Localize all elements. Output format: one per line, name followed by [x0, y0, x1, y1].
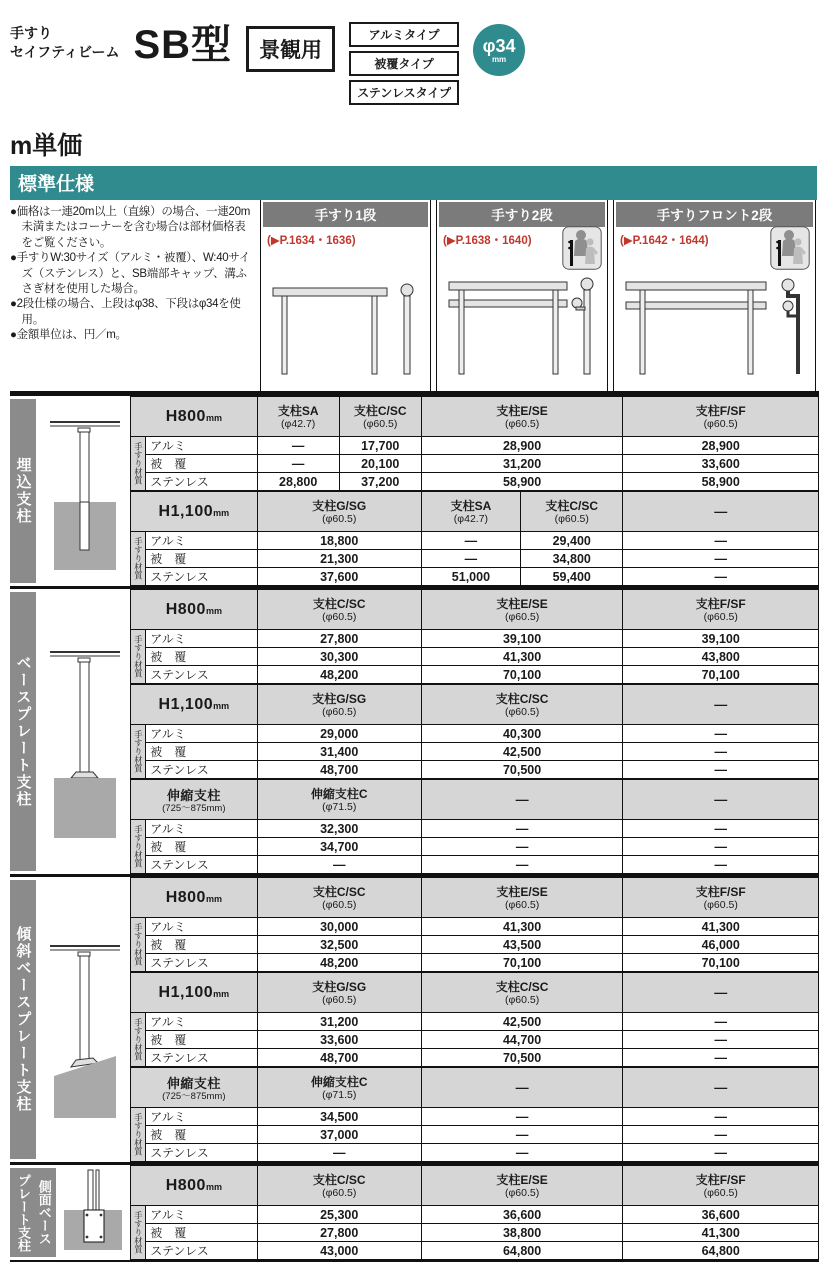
- base-plate-post-diagram-icon: [36, 589, 130, 874]
- price-heading: m単価: [10, 132, 83, 160]
- price-cell: 43,000: [257, 1242, 421, 1260]
- section-label: 埋込支柱: [10, 399, 36, 583]
- table-row: [131, 666, 819, 684]
- rail-diagram-front-2tier-icon: [614, 270, 815, 391]
- price-cell: 42,500: [421, 743, 623, 761]
- pictogram-parent-child-icon: [562, 226, 602, 275]
- size-header: H800mm: [131, 590, 258, 630]
- model-name: SB型: [133, 23, 233, 67]
- material-label: アルミ: [146, 820, 257, 838]
- price-cell: —: [623, 725, 819, 743]
- column-header: 支柱C/SC (φ60.5): [257, 590, 421, 630]
- category-line1: 手すり: [10, 25, 52, 41]
- product-header-row: [10, 200, 819, 396]
- material-label: アルミ: [146, 1108, 257, 1126]
- material-label: ステンレス: [146, 761, 257, 779]
- table-row: [131, 550, 819, 568]
- price-cell: 58,900: [421, 473, 623, 491]
- price-cell: 70,500: [421, 1049, 623, 1067]
- column-header: 支柱SA (φ42.7): [421, 492, 520, 532]
- table-row: [131, 743, 819, 761]
- column-header: 支柱C/SC (φ60.5): [339, 397, 421, 437]
- material-axis-label: 手すり材質: [131, 630, 146, 684]
- price-cell: 30,300: [257, 648, 421, 666]
- table-row: [131, 1031, 819, 1049]
- material-label: 被 覆: [146, 743, 257, 761]
- price-cell: —: [623, 1049, 819, 1067]
- column-header: 支柱C/SC (φ60.5): [257, 1166, 421, 1206]
- column-header: —: [421, 780, 623, 820]
- material-label: 被 覆: [146, 1224, 257, 1242]
- section-label: 傾斜ベースプレート支柱: [10, 880, 36, 1159]
- price-cell: 41,300: [623, 918, 819, 936]
- product-column-2tier: [436, 200, 608, 391]
- table-row: [131, 936, 819, 954]
- price-cell: 36,600: [421, 1206, 623, 1224]
- table-row: [131, 648, 819, 666]
- size-header: 伸縮支柱 (725～875mm): [131, 780, 258, 820]
- note-item: ●価格は一連20m以上（直線）の場合、一連20m未満またはコーナーを含む場合は部材価格表をご覧ください。: [10, 206, 250, 249]
- section-tables: [130, 589, 819, 874]
- price-cell: 17,700: [339, 437, 421, 455]
- price-cell: 70,500: [421, 761, 623, 779]
- section-embedded-post: [10, 396, 819, 589]
- column-header: 伸縮支柱C (φ71.5): [257, 780, 421, 820]
- table-row: [131, 630, 819, 648]
- notes-block: [10, 200, 260, 391]
- price-cell: 48,200: [257, 666, 421, 684]
- material-label: 被 覆: [146, 838, 257, 856]
- type-tag-coated: 被覆タイプ: [349, 51, 459, 76]
- price-cell: 48,200: [257, 954, 421, 972]
- price-cell: 41,300: [623, 1224, 819, 1242]
- section-side-base-plate-post: [10, 1165, 819, 1262]
- embedded-post-diagram-icon: [36, 396, 130, 586]
- column-header: 支柱C/SC (φ60.5): [421, 973, 623, 1013]
- table-row: [131, 473, 819, 491]
- material-axis-label: 手すり材質: [131, 1013, 146, 1067]
- price-cell: 38,800: [421, 1224, 623, 1242]
- column-header: 支柱F/SF (φ60.5): [623, 397, 819, 437]
- material-label: アルミ: [146, 918, 257, 936]
- table-row: [131, 918, 819, 936]
- type-tag-list: [349, 22, 459, 105]
- diameter-unit: mm: [491, 54, 507, 64]
- material-label: ステンレス: [146, 856, 257, 874]
- table-row: [131, 455, 819, 473]
- price-cell: —: [623, 856, 819, 874]
- price-cell: 70,100: [623, 666, 819, 684]
- column-header: —: [623, 492, 819, 532]
- table-row: [131, 1206, 819, 1224]
- page-ref-front-2tier: (▶P.1642・1644): [620, 235, 709, 247]
- price-table-h1100: [130, 491, 819, 586]
- price-cell: 33,600: [257, 1031, 421, 1049]
- price-cell: 31,200: [421, 455, 623, 473]
- material-label: アルミ: [146, 532, 257, 550]
- section-tables: [130, 877, 819, 1162]
- type-tag-aluminium: アルミタイプ: [349, 22, 459, 47]
- material-label: アルミ: [146, 1013, 257, 1031]
- column-header: 支柱E/SE (φ60.5): [421, 1166, 623, 1206]
- size-header: 伸縮支柱 (725～875mm): [131, 1068, 258, 1108]
- price-cell: —: [421, 838, 623, 856]
- page-header: [10, 10, 819, 100]
- material-label: 被 覆: [146, 936, 257, 954]
- price-cell: —: [257, 437, 339, 455]
- column-header: 支柱F/SF (φ60.5): [623, 590, 819, 630]
- page-ref-2tier: (▶P.1638・1640): [443, 235, 532, 247]
- price-cell: —: [623, 761, 819, 779]
- note-item: ●手すりW:30サイズ（アルミ・被覆）、W:40サイズ（ステンレス）と、SB端部キャップ、溝ふさぎ材を使用した場合。: [10, 252, 250, 296]
- sloped-base-plate-post-diagram-icon: [36, 877, 130, 1162]
- price-cell: 34,500: [257, 1108, 421, 1126]
- price-cell: 37,200: [339, 473, 421, 491]
- material-label: ステンレス: [146, 666, 257, 684]
- type-tag-stainless: ステンレスタイプ: [349, 80, 459, 105]
- price-cell: 39,100: [623, 630, 819, 648]
- material-axis-label: 手すり材質: [131, 1206, 146, 1260]
- price-cell: —: [421, 856, 623, 874]
- column-header: 支柱G/SG (φ60.5): [257, 492, 421, 532]
- material-label: 被 覆: [146, 1126, 257, 1144]
- price-cell: —: [421, 1126, 623, 1144]
- price-cell: 27,800: [257, 630, 421, 648]
- size-header: H1,100mm: [131, 685, 258, 725]
- product-title-2tier: 手すり2段: [439, 202, 605, 227]
- price-cell: 31,400: [257, 743, 421, 761]
- price-cell: 48,700: [257, 1049, 421, 1067]
- table-row: [131, 568, 819, 586]
- price-cell: 64,800: [623, 1242, 819, 1260]
- price-cell: —: [623, 1108, 819, 1126]
- material-label: ステンレス: [146, 473, 257, 491]
- rail-diagram-1tier-icon: [261, 270, 430, 391]
- price-cell: 44,700: [421, 1031, 623, 1049]
- page-ref-1tier: (▶P.1634・1636): [267, 235, 356, 247]
- column-header: 支柱E/SE (φ60.5): [421, 878, 623, 918]
- price-cell: 37,600: [257, 568, 421, 586]
- column-header: —: [421, 1068, 623, 1108]
- section-tables: [130, 396, 819, 586]
- diameter-badge: [473, 24, 525, 76]
- price-cell: 20,100: [339, 455, 421, 473]
- note-item: ●金額単位は、円／m。: [10, 329, 127, 342]
- rail-diagram-2tier-icon: [437, 270, 607, 391]
- price-table-telescopic: [130, 779, 819, 874]
- price-cell: —: [623, 838, 819, 856]
- table-row: [131, 532, 819, 550]
- price-table-h800: [130, 396, 819, 491]
- table-row: [131, 954, 819, 972]
- price-cell: 43,800: [623, 648, 819, 666]
- material-axis-label: 手すり材質: [131, 532, 146, 586]
- price-cell: —: [421, 550, 520, 568]
- product-column-front-2tier: [613, 200, 816, 391]
- material-axis-label: 手すり材質: [131, 820, 146, 874]
- material-label: アルミ: [146, 725, 257, 743]
- price-cell: 41,300: [421, 648, 623, 666]
- section-label: ベースプレート支柱: [10, 592, 36, 871]
- note-item: ●2段仕様の場合、上段はφ38、下段はφ34を使用。: [10, 298, 241, 326]
- column-header: —: [623, 973, 819, 1013]
- price-cell: —: [623, 568, 819, 586]
- category-line2: セイフティビーム: [10, 43, 120, 60]
- size-header: H1,100mm: [131, 973, 258, 1013]
- price-cell: 70,100: [421, 954, 623, 972]
- material-label: ステンレス: [146, 954, 257, 972]
- price-cell: —: [421, 820, 623, 838]
- column-header: 支柱C/SC (φ60.5): [521, 492, 623, 532]
- price-cell: 33,600: [623, 455, 819, 473]
- price-cell: 27,800: [257, 1224, 421, 1242]
- table-row: [131, 1126, 819, 1144]
- section-tables: [130, 1165, 819, 1260]
- table-row: [131, 1013, 819, 1031]
- section-base-plate-post: [10, 589, 819, 877]
- price-cell: 70,100: [623, 954, 819, 972]
- price-cell: 46,000: [623, 936, 819, 954]
- column-header: 支柱G/SG (φ60.5): [257, 973, 421, 1013]
- price-table-h1100: [130, 972, 819, 1067]
- column-header: —: [623, 685, 819, 725]
- table-row: [131, 1144, 819, 1162]
- pictogram-parent-child-icon: [770, 226, 810, 275]
- side-base-plate-post-diagram-icon: [56, 1165, 130, 1260]
- price-cell: 59,400: [521, 568, 623, 586]
- price-cell: 34,700: [257, 838, 421, 856]
- material-axis-label: 手すり材質: [131, 725, 146, 779]
- product-column-1tier: [260, 200, 431, 391]
- price-table-area: [10, 396, 819, 1262]
- table-row: [131, 437, 819, 455]
- price-cell: 40,300: [421, 725, 623, 743]
- section-label: 側面ベース プレート支柱: [10, 1168, 56, 1257]
- price-cell: 36,600: [623, 1206, 819, 1224]
- diameter-value: φ34: [482, 35, 516, 56]
- size-header: H800mm: [131, 878, 258, 918]
- price-cell: —: [623, 1126, 819, 1144]
- price-cell: 21,300: [257, 550, 421, 568]
- column-header: 支柱SA (φ42.7): [257, 397, 339, 437]
- price-cell: 32,300: [257, 820, 421, 838]
- section-sloped-base-plate-post: [10, 877, 819, 1165]
- price-cell: 37,000: [257, 1126, 421, 1144]
- price-cell: 51,000: [421, 568, 520, 586]
- price-cell: 32,500: [257, 936, 421, 954]
- price-cell: 28,900: [623, 437, 819, 455]
- price-cell: —: [257, 856, 421, 874]
- price-cell: 30,000: [257, 918, 421, 936]
- column-header: 支柱E/SE (φ60.5): [421, 397, 623, 437]
- size-header: H1,100mm: [131, 492, 258, 532]
- price-cell: 48,700: [257, 761, 421, 779]
- column-header: —: [623, 780, 819, 820]
- price-cell: 29,000: [257, 725, 421, 743]
- column-header: 支柱F/SF (φ60.5): [623, 1166, 819, 1206]
- price-cell: 58,900: [623, 473, 819, 491]
- material-label: 被 覆: [146, 648, 257, 666]
- column-header: —: [623, 1068, 819, 1108]
- price-cell: —: [257, 1144, 421, 1162]
- table-row: [131, 725, 819, 743]
- price-cell: 28,800: [257, 473, 339, 491]
- column-header: 支柱C/SC (φ60.5): [421, 685, 623, 725]
- product-title-1tier: 手すり1段: [263, 202, 428, 227]
- spec-section-bar: 標準仕様: [10, 166, 817, 200]
- column-header: 支柱G/SG (φ60.5): [257, 685, 421, 725]
- table-row: [131, 1108, 819, 1126]
- price-cell: 28,900: [421, 437, 623, 455]
- price-cell: 31,200: [257, 1013, 421, 1031]
- table-row: [131, 1242, 819, 1260]
- table-row: [131, 1224, 819, 1242]
- price-cell: 25,300: [257, 1206, 421, 1224]
- price-cell: —: [257, 455, 339, 473]
- material-label: アルミ: [146, 630, 257, 648]
- material-axis-label: 手すり材質: [131, 918, 146, 972]
- material-label: ステンレス: [146, 1242, 257, 1260]
- table-row: [131, 856, 819, 874]
- price-cell: —: [421, 1108, 623, 1126]
- table-row: [131, 838, 819, 856]
- product-category: [10, 16, 119, 62]
- price-cell: 39,100: [421, 630, 623, 648]
- price-table-h1100: [130, 684, 819, 779]
- price-cell: —: [623, 820, 819, 838]
- column-header: 伸縮支柱C (φ71.5): [257, 1068, 421, 1108]
- size-header: H800mm: [131, 1166, 258, 1206]
- table-row: [131, 820, 819, 838]
- material-axis-label: 手すり材質: [131, 1108, 146, 1162]
- size-header: H800mm: [131, 397, 258, 437]
- price-cell: 70,100: [421, 666, 623, 684]
- price-table-h800: [130, 589, 819, 684]
- price-cell: —: [421, 532, 520, 550]
- price-cell: 18,800: [257, 532, 421, 550]
- price-cell: —: [623, 532, 819, 550]
- table-row: [131, 761, 819, 779]
- material-label: ステンレス: [146, 1049, 257, 1067]
- column-header: 支柱C/SC (φ60.5): [257, 878, 421, 918]
- material-label: アルミ: [146, 437, 257, 455]
- column-header: 支柱E/SE (φ60.5): [421, 590, 623, 630]
- material-label: 被 覆: [146, 455, 257, 473]
- product-title-front-2tier: 手すりフロント2段: [616, 202, 813, 227]
- material-label: ステンレス: [146, 568, 257, 586]
- price-cell: —: [421, 1144, 623, 1162]
- column-header: 支柱F/SF (φ60.5): [623, 878, 819, 918]
- price-cell: —: [623, 743, 819, 761]
- price-cell: 34,800: [521, 550, 623, 568]
- price-cell: 43,500: [421, 936, 623, 954]
- material-label: ステンレス: [146, 1144, 257, 1162]
- price-table-telescopic: [130, 1067, 819, 1162]
- price-cell: —: [623, 550, 819, 568]
- table-row: [131, 1049, 819, 1067]
- price-cell: —: [623, 1031, 819, 1049]
- price-cell: 42,500: [421, 1013, 623, 1031]
- material-label: アルミ: [146, 1206, 257, 1224]
- price-table-h800: [130, 1165, 819, 1260]
- material-axis-label: 手すり材質: [131, 437, 146, 491]
- price-cell: —: [623, 1144, 819, 1162]
- price-table-h800: [130, 877, 819, 972]
- price-cell: 41,300: [421, 918, 623, 936]
- material-label: 被 覆: [146, 1031, 257, 1049]
- price-cell: 29,400: [521, 532, 623, 550]
- price-cell: —: [623, 1013, 819, 1031]
- price-cell: 64,800: [421, 1242, 623, 1260]
- material-label: 被 覆: [146, 550, 257, 568]
- use-badge: 景観用: [246, 26, 335, 72]
